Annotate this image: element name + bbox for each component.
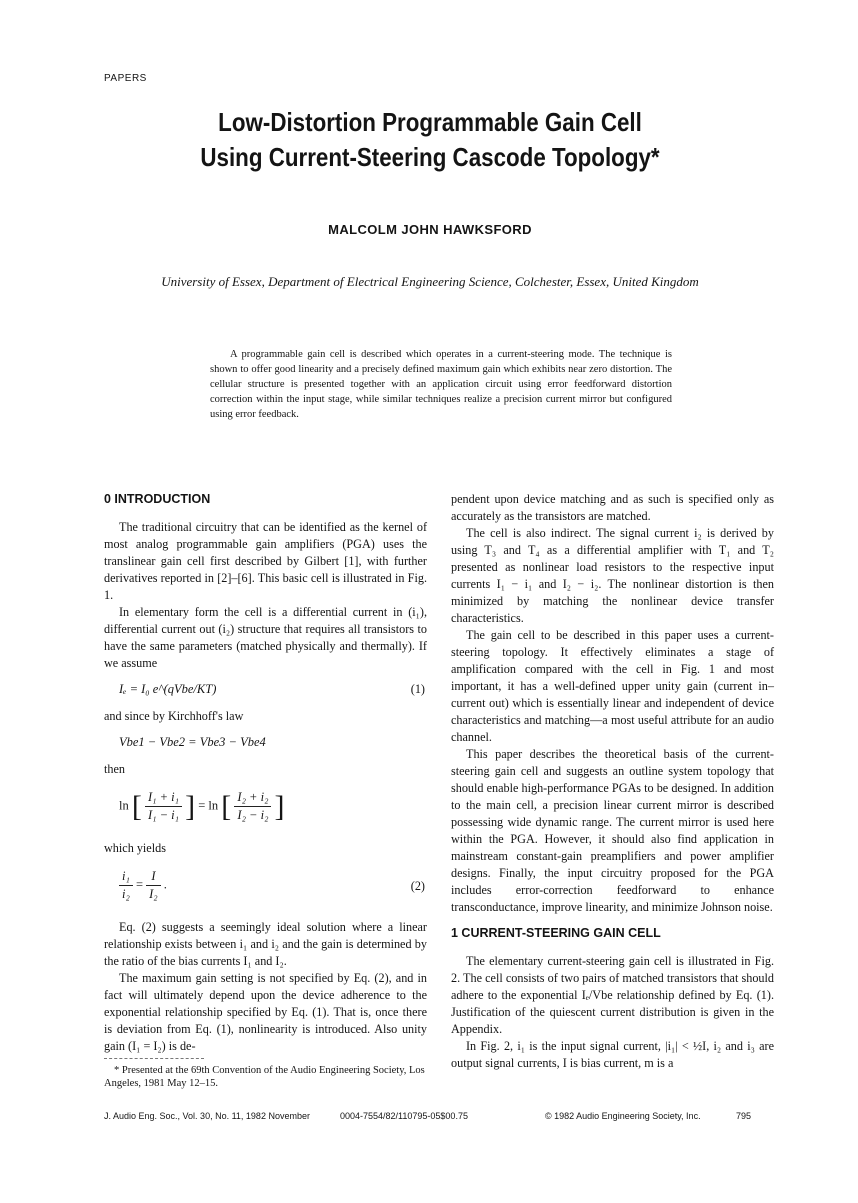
intro-paragraph-4: then <box>104 762 125 776</box>
eq2-rhs: $\frac{I}{\text{I₂}}$ <box>146 868 161 903</box>
abstract: A programmable gain cell is described which operates in a current-steering mode. The technique is shown to offer good linearity and a precisely defined maximum gain which exhibits near zero distortion. The cellular structure is presented together with an application circuit using error feedforward distortion correction within the input stage, while similar techniques realize a precision current mirror but configured using error feedback. <box>210 349 672 420</box>
equation-2: $\frac{\text{i₁}}{\text{i₂}}$ = $\frac{I}{\text{I₂}}$ . (2) <box>104 864 427 912</box>
title-line-1: Low-Distortion Programmable Gain Cell <box>218 107 642 137</box>
intro-paragraph-7: The maximum gain setting is not specified by Eq. (2), and in fact will ultimately depend upon the device adherence to the exponential relationship specified by Eq. (1). That is, once there is deviation from Eq. (1), nonlinearity is introduced. Also unity gain (I₁ = I₂) is de- <box>104 971 427 1053</box>
left-column <box>104 491 427 1055</box>
ln-fraction-right: $\frac{\text{I₂ + i₂}}{\text{I₂ − i₂}}$ <box>234 789 271 824</box>
equation-2-number: (2) <box>410 879 425 893</box>
intro-paragraph-6: Eq. (2) suggests a seemingly ideal solution where a linear relationship exists between i₁ and i₂ and the gain is determined by the ratio of the bias currents I₁ and I₂. <box>104 920 427 968</box>
footnote: * Presented at the 69th Convention of the Audio Engineering Society, Los Angeles, 1981 May 12–15. <box>104 1065 425 1089</box>
intro-paragraph-1: The traditional circuitry that can be identified as the kernel of most analog programmable gain amplifiers (PGA) uses the translinear gain cell first described by Gilbert [1], with further derivatives reported in [2]–[6]. This basic cell is illustrated in Fig. 1. <box>104 520 427 602</box>
intro-paragraph-5: which yields <box>104 841 166 855</box>
right-paragraph-1: pendent upon device matching and as such is specified only as accurately as the transistors are matched. <box>451 492 774 523</box>
right-column <box>451 491 774 1072</box>
title-line-2: Using Current-Steering Cascode Topology* <box>200 142 660 172</box>
intro-paragraph-2: In elementary form the cell is a differential current in (i₁), differential current out (i₂) structure that requires all transistors to have the same parameters (matched physically and thermally). If we assume <box>104 605 427 670</box>
author-name: MALCOLM JOHN HAWKSFORD <box>328 222 532 237</box>
paper-title <box>112 105 748 175</box>
ln-fraction-left: $\frac{\text{I₁ + i₁}}{\text{I₁ − i₁}}$ <box>145 789 182 824</box>
footer-journal: J. Audio Eng. Soc., Vol. 30, No. 11, 1982 November <box>104 1111 310 1121</box>
gain-cell-paragraph-1: The elementary current-steering gain cell is illustrated in Fig. 2. The cell consists of two pairs of matched transistors that should adhere to the exponential Iₑ/Vbe relationship defined by Eq. (1). Justification of the quiescent current distribution is given in the Appendix. <box>451 954 774 1036</box>
eq2-lhs: $\frac{\text{i₁}}{\text{i₂}}$ <box>119 868 133 903</box>
equation-ln: ln [ $\frac{\text{I₁ + i₁}}{\text{I₁ − i₁}}$ ] = ln [ $\frac{\text{I₂ + i₂}}{\text{I₂ − i₂}}$ ] <box>119 790 285 823</box>
ln-label: ln <box>119 798 129 813</box>
right-paragraph-4: This paper describes the theoretical basis of the current-steering gain cell and suggests an outline system topology that should enable high-performance PGAs to be designed. In addition to the main cell, a precision linear current mirror is described possessing wide dynamic range. The current mirror is used here within the PGA. However, it should also find application in mainstream constant-gain preamplifiers and power amplifier designs. Finally, the input circuitry proposed for the PGA includes error-correction feedforward to enhance transconductance, improve linearity, and minimize Johnson noise. <box>451 747 774 914</box>
footer-page-number: 795 <box>736 1111 752 1121</box>
section-label: PAPERS <box>104 73 147 84</box>
section-heading-introduction: 0 INTRODUCTION <box>104 492 211 506</box>
gain-cell-paragraph-2: In Fig. 2, i₁ is the input signal current, |i₁| < ½I, i₂ and i₃ are output signal currents, I is bias current, m is a <box>451 1039 774 1070</box>
footer-copyright: © 1982 Audio Engineering Society, Inc. <box>545 1111 701 1121</box>
right-paragraph-2: The cell is also indirect. The signal current i₂ is derived by using T₃ and T₄ as a differential amplifier with T₁ and T₂ presented as nonlinear load resistors to the respective input currents I₁ − i₁ and I₂ − i₂. The nonlinear distortion is then minimized by matching the nonlinear device transfer characteristics. <box>451 526 774 625</box>
footer-issn: 0004-7554/82/110795-05$00.75 <box>340 1111 468 1121</box>
footnote-divider <box>104 1058 204 1059</box>
intro-paragraph-3: and since by Kirchhoff's law <box>104 709 244 723</box>
ln-equals: = ln <box>198 798 219 813</box>
equation-kirchhoff <box>104 732 427 754</box>
equation-1 <box>104 679 427 701</box>
affiliation: University of Essex, Department of Electrical Engineering Science, Colchester, Essex, United Kingdom <box>161 274 699 289</box>
right-paragraph-3: The gain cell to be described in this paper uses a current-steering topology. It effectively eliminates a stage of amplification compared with the cell in Fig. 1 and most important, it has a well-defined upper unity gain (current in–current out) which is essentially linear and independent of device characteristics and matching—a most useful attribute for an audio channel. <box>451 628 774 744</box>
equation-kirchhoff-expr: Vbe1 − Vbe2 = Vbe3 − Vbe4 <box>119 735 266 749</box>
section-heading-gain-cell: 1 CURRENT-STEERING GAIN CELL <box>451 926 661 940</box>
equation-1-number: (1) <box>410 682 425 696</box>
equation-1-expr: Iₑ = I₀ e^(qVbe/KT) <box>119 682 217 696</box>
